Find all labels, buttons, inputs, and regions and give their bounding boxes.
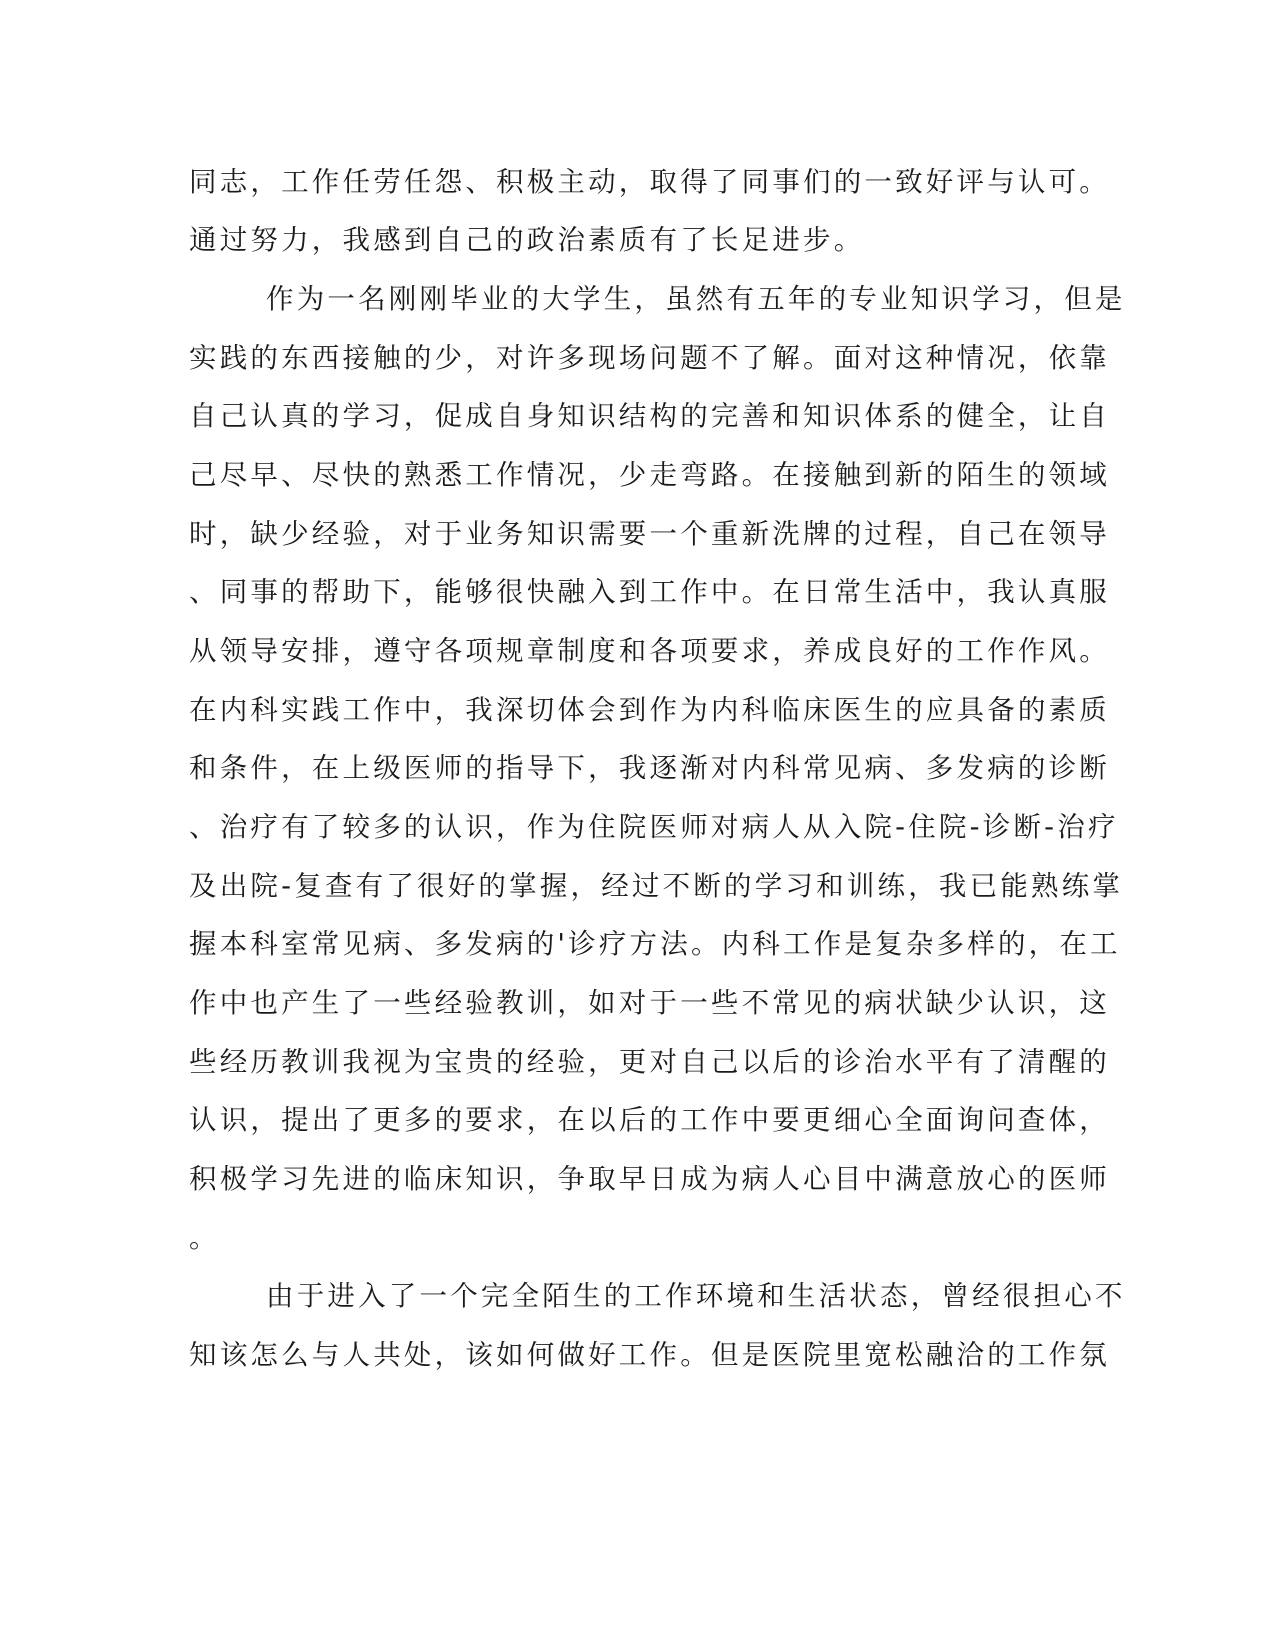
text-line: 、治疗有了较多的认识，作为住院医师对病人从入院-住院-诊断-治疗 bbox=[189, 811, 1119, 843]
text-line: 作中也产生了一些经验教训，如对于一些不常见的病状缺少认识，这 bbox=[189, 987, 1110, 1019]
text-line: 知该怎么与人共处，该如何做好工作。但是医院里宽松融洽的工作氛 bbox=[189, 1339, 1110, 1371]
text-line: 和条件，在上级医师的指导下，我逐渐对内科常见病、多发病的诊断 bbox=[189, 752, 1110, 784]
text-line: 及出院-复查有了很好的掌握，经过不断的学习和训练，我已能熟练掌 bbox=[189, 870, 1124, 902]
text-line: 积极学习先进的临床知识，争取早日成为病人心目中满意放心的医师 bbox=[189, 1163, 1110, 1195]
paragraph-first-line: 作为一名刚刚毕业的大学生，虽然有五年的专业知识学习，但是 bbox=[266, 283, 1126, 315]
text-line: 些经历教训我视为宝贵的经验，更对自己以后的诊治水平有了清醒的 bbox=[189, 1046, 1110, 1078]
text-line: 从领导安排，遵守各项规章制度和各项要求，养成良好的工作作风。 bbox=[189, 635, 1110, 667]
text-line: 实践的东西接触的少，对许多现场问题不了解。面对这种情况，依靠 bbox=[189, 342, 1110, 374]
text-line: 通过努力，我感到自己的政治素质有了长足进步。 bbox=[189, 224, 865, 256]
text-line: 同志，工作任劳任怨、积极主动，取得了同事们的一致好评与认可。 bbox=[189, 166, 1110, 198]
paragraph-first-line: 由于进入了一个完全陌生的工作环境和生活状态，曾经很担心不 bbox=[266, 1280, 1126, 1312]
text-line: 在内科实践工作中，我深切体会到作为内科临床医生的应具备的素质 bbox=[189, 694, 1110, 726]
text-line: 握本科室常见病、多发病的'诊疗方法。内科工作是复杂多样的，在工 bbox=[189, 928, 1121, 960]
text-line: 。 bbox=[189, 1222, 220, 1254]
text-line: 时，缺少经验，对于业务知识需要一个重新洗牌的过程，自己在领导 bbox=[189, 518, 1110, 550]
text-line: 、同事的帮助下，能够很快融入到工作中。在日常生活中，我认真服 bbox=[189, 576, 1110, 608]
text-line: 己尽早、尽快的熟悉工作情况，少走弯路。在接触到新的陌生的领域 bbox=[189, 459, 1110, 491]
text-line: 自己认真的学习，促成自身知识结构的完善和知识体系的健全，让自 bbox=[189, 400, 1110, 432]
text-line: 认识，提出了更多的要求，在以后的工作中要更细心全面询问查体， bbox=[189, 1104, 1110, 1136]
